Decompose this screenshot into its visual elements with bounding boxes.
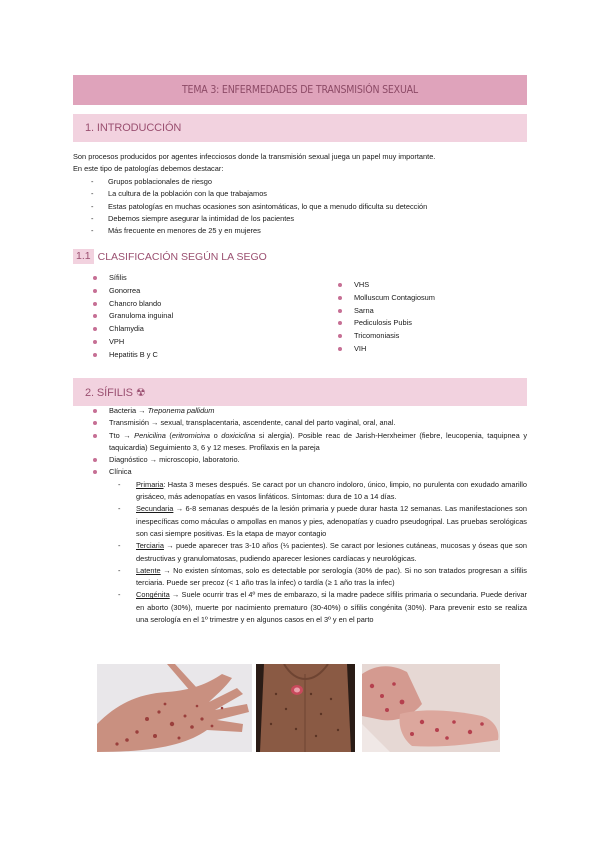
stage-latente [109, 565, 527, 590]
stage-congenita [109, 589, 527, 626]
list-item: Gonorrea [91, 285, 173, 298]
list-item: Transmisión → sexual, transplacentaria, ascendente, canal del parto vaginal, oral, anal. [91, 417, 527, 429]
list-item: - La cultura de la población con la que trabajamos [91, 188, 427, 200]
section-1-header [73, 114, 527, 142]
tto-label: Tto → [109, 430, 135, 440]
list-item: - Estas patologías en muchas ocasiones son asintomáticas, lo que a menudo dificulta su detección [91, 201, 427, 213]
section-2-header [73, 378, 527, 406]
list-item: Sarna [336, 305, 435, 318]
list-item: Pediculosis Pubis [336, 317, 435, 330]
infant-feet-photo [362, 664, 500, 752]
intro-text-1: Son procesos producidos por agentes infecciosos donde la transmisión sexual juega un papel muy importante. [73, 152, 436, 161]
list-item: Chancro blando [91, 298, 173, 311]
stage-label: Primaria [136, 479, 164, 489]
stage-secundaria [109, 503, 527, 540]
stage-text: → puede aparecer tras 3-10 años (⅓ pacientes). Se caract por lesiones cutáneas, mucosas y óseas que son destructivas y granulomatosas, pudiendo aparecer lesiones cardíacas y neurológicas. [136, 541, 527, 563]
stage-primaria [109, 479, 527, 504]
stage-text: → Suele ocurrir tras el 4º mes de embarazo, si la madre padece sífilis primaria o secundaria. Puede derivar en aborto (30%), muerte por nacimiento prematuro (30-40%) o sífilis congénita (30%). Para prevenir esto se realiza una serología en el 1º trimestre y en algunos casos en el 3º y en el parto [136, 590, 527, 625]
intro-list [91, 176, 427, 237]
subsection-heading: CLASIFICACIÓN SEGÚN LA SEGO [97, 250, 267, 263]
list-item: - Grupos poblacionales de riesgo [91, 176, 427, 188]
list-item: Granuloma inguinal [91, 310, 173, 323]
subsection-1-1-header [73, 249, 267, 264]
subsection-number: 1.1 [73, 249, 94, 264]
list-item: Hepatitis B y C [91, 349, 173, 362]
list-item: - Debemos siempre asegurar la intimidad de los pacientes [91, 213, 427, 225]
tto-drug-alt: eritromicina [171, 430, 211, 440]
list-item: Diagnóstico → microscopio, laboratorio. [91, 454, 527, 466]
list-item [91, 405, 527, 417]
list-item: Chlamydia [91, 323, 173, 336]
list-item [91, 466, 527, 626]
list-item: VPH [91, 336, 173, 349]
list-item: VHS [336, 279, 435, 292]
tto-drug-alt: doxiciclina [221, 430, 256, 440]
classification-list-right [336, 279, 435, 356]
stage-text: → No existen síntomas, solo es detectable por serología (30% de pac). Si no son tratados progresan a sífilis terciaria. Puede ser precoz (< 1 año tras la infec) o tardía (≥ 1 año tras la infec) [136, 565, 527, 588]
tto-text: o [210, 430, 222, 440]
classification-list-left [91, 272, 173, 362]
list-item [91, 430, 527, 455]
list-item: VIH [336, 343, 435, 356]
stage-label: Congénita [136, 590, 170, 600]
tto-text: ( [165, 430, 172, 440]
list-item: Molluscum Contagiosum [336, 292, 435, 305]
stage-text: → 6-8 semanas después de la lesión primaria y puede durar hasta 12 semanas. Las manifestaciones son inespecíficas como máculas o ampollas en manos y pies, adenopatías y cuadro pseudogripal. Las pruebas serológicas son casi siempre positivas. Es la etapa de mayor contagio [136, 504, 527, 538]
stage-label: Terciaria [136, 541, 164, 551]
stage-text: : Hasta 3 meses después. Se caract por un chancro indoloro, único, limpio, no purulenta con exudado amarillo grisáceo, más adenopatías en vasos linfáticos. Síntomas: dura de 10 a 14 días. [136, 479, 527, 502]
document-title-bar [73, 75, 527, 105]
intro-text-2: En este tipo de patologías debemos destacar: [73, 164, 224, 173]
list-item: Sífilis [91, 272, 173, 285]
bacteria-name: Treponema pallidum [147, 406, 215, 415]
section-1-heading: 1. INTRODUCCIÓN [85, 122, 182, 134]
tto-drug: Penicilina [134, 430, 166, 440]
tto-text: si alergia). Posible reac de Jarish-Herxheimer (fiebre, leucopenia, taquipnea y taquicardia) Seguimiento 3, 6 y 12 meses. Profilaxis en la pareja [109, 430, 528, 452]
palm-rash-photo [97, 664, 252, 752]
stage-terciaria [109, 540, 527, 565]
intro-paragraph [73, 151, 527, 175]
stage-label: Secundaria [136, 504, 174, 514]
torso-lesion-photo [256, 664, 355, 752]
clinica-label: Clínica [109, 467, 132, 477]
clinica-list [109, 479, 527, 627]
section-2-heading: 2. SÍFILIS ☢ [85, 386, 146, 399]
list-item: - Más frecuente en menores de 25 y en mujeres [91, 225, 427, 237]
document-title: TEMA 3: ENFERMEDADES DE TRANSMISIÓN SEXUAL [181, 84, 418, 96]
bacteria-label: Bacteria → [109, 406, 148, 415]
list-item: Tricomoniasis [336, 330, 435, 343]
stage-label: Latente [136, 565, 161, 575]
syphilis-list [91, 405, 527, 626]
